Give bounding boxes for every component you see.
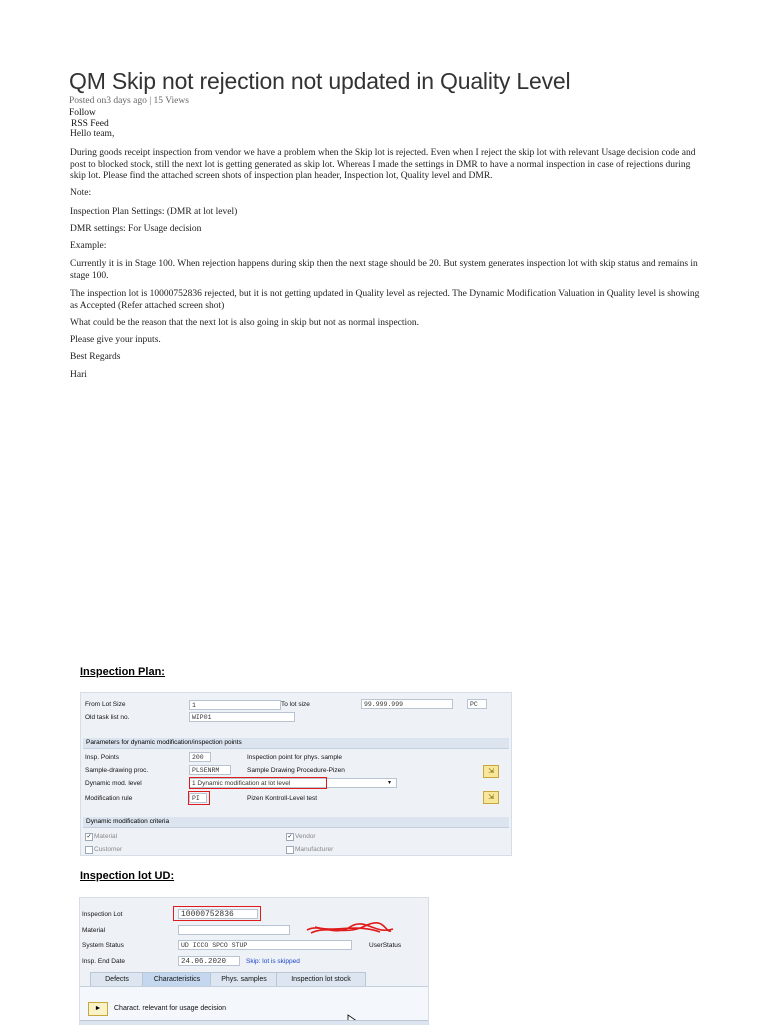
dyn-level-select[interactable]: 1 Dynamic modification at lot level bbox=[189, 778, 397, 788]
closing: Best Regards bbox=[70, 352, 121, 362]
mod-rule-desc: Pizen Kontroll-Level test bbox=[247, 795, 318, 802]
criteria-vendor: Vendor bbox=[295, 833, 316, 840]
criteria-group-header: Dynamic modification criteria bbox=[83, 817, 509, 828]
system-status-label: System Status bbox=[82, 942, 124, 949]
from-lot-label: From Lot Size bbox=[85, 701, 126, 708]
inspection-lot-heading: Inspection lot UD: bbox=[80, 870, 175, 882]
dropdown-arrow-icon[interactable]: ▾ bbox=[388, 780, 392, 786]
user-status-label: UserStatus bbox=[369, 942, 402, 949]
highlight-dyn-level bbox=[189, 777, 327, 789]
checkbox-icon[interactable]: ✓ bbox=[86, 834, 92, 840]
inspection-lot-screenshot bbox=[79, 897, 429, 1025]
post-title: QM Skip not rejection not updated in Quality Level bbox=[69, 68, 571, 94]
to-lot-label: To lot size bbox=[281, 701, 310, 708]
example-label: Example: bbox=[70, 241, 107, 251]
rss-feed-link[interactable]: RSS Feed bbox=[71, 119, 109, 129]
checkbox-icon[interactable]: ✓ bbox=[287, 834, 293, 840]
system-status-field: UD ICCO SPCO STUP bbox=[178, 940, 352, 950]
plan-settings-text: Inspection Plan Settings: (DMR at lot level) bbox=[70, 207, 238, 217]
sample-proc-label: Sample-drawing proc. bbox=[85, 767, 149, 774]
material-field[interactable] bbox=[178, 925, 290, 935]
lot-rejected-paragraph: The inspection lot is 10000752836 rejected, but it is not getting updated in Quality level as rejected. The Dynamic Modification Valuation in Quality level is showing as Accepted (Refer attached screen shot) bbox=[70, 289, 700, 311]
old-task-field[interactable]: WIP01 bbox=[189, 712, 295, 722]
lot-label: Inspection Lot bbox=[82, 911, 123, 918]
dmr-settings-text: DMR settings: For Usage decision bbox=[70, 224, 202, 234]
choose-value-icon[interactable]: ⇲ bbox=[483, 765, 499, 778]
material-label: Material bbox=[82, 927, 106, 934]
execute-arrow-icon[interactable]: ► bbox=[88, 1002, 108, 1016]
choose-value-icon[interactable]: ⇲ bbox=[483, 791, 499, 804]
tab-phys-samples[interactable]: Phys. samples bbox=[210, 972, 278, 987]
mod-rule-field[interactable]: PI bbox=[189, 793, 207, 803]
example-paragraph: Currently it is in Stage 100. When rejection happens during skip then the next stage should be 20. But system generates inspection lot with skip status and remains in stage 100. bbox=[70, 259, 698, 281]
follow-link[interactable]: Follow bbox=[69, 108, 96, 118]
criteria-customer: Customer bbox=[94, 846, 123, 853]
sample-proc-field[interactable]: PLSENRM bbox=[189, 765, 231, 775]
criteria-material: Material bbox=[94, 833, 118, 840]
sample-proc-desc: Sample Drawing Procedure-Pizen bbox=[247, 767, 345, 774]
lot-field[interactable]: 10000752836 bbox=[178, 909, 258, 919]
insp-points-label: Insp. Points bbox=[85, 754, 119, 761]
insp-points-desc: Inspection point for phys. sample bbox=[247, 754, 343, 761]
insp-points-field[interactable]: 200 bbox=[189, 752, 211, 762]
unit-field[interactable]: PC bbox=[467, 699, 487, 709]
greeting: Hello team, bbox=[70, 129, 115, 139]
old-task-label: Old task list no. bbox=[85, 714, 130, 721]
grid-header-strip bbox=[80, 1020, 428, 1025]
criteria-manufacturer: Manufacturer bbox=[295, 846, 334, 853]
inspection-plan-screenshot bbox=[80, 692, 512, 856]
end-date-field[interactable]: 24.06.2020 bbox=[178, 956, 240, 966]
checkbox-icon[interactable] bbox=[85, 846, 93, 854]
tab-characteristics[interactable]: Characteristics bbox=[142, 972, 212, 987]
skip-status-text: Skip: lot is skipped bbox=[246, 958, 300, 965]
question-paragraph: What could be the reason that the next lot is also going in skip but not as normal inspection. bbox=[70, 318, 420, 328]
from-lot-field[interactable]: 1 bbox=[189, 700, 281, 710]
dyn-level-label: Dynamic mod. level bbox=[85, 780, 142, 787]
redaction-scribble bbox=[305, 921, 395, 939]
tab-defects[interactable]: Defects bbox=[90, 972, 144, 987]
note-label: Note: bbox=[70, 188, 92, 198]
to-lot-field[interactable]: 99.999.999 bbox=[361, 699, 453, 709]
mod-rule-label: Modification rule bbox=[85, 795, 133, 802]
params-group-header: Parameters for dynamic modification/inspection points bbox=[83, 738, 509, 749]
highlight-mod-rule bbox=[188, 791, 210, 805]
inputs-request: Please give your inputs. bbox=[70, 335, 161, 345]
end-date-label: Insp. End Date bbox=[82, 958, 125, 965]
post-meta: Posted on3 days ago | 15 Views bbox=[69, 96, 189, 106]
highlight-lot bbox=[173, 906, 261, 921]
inspection-plan-heading: Inspection Plan: bbox=[80, 666, 165, 678]
problem-paragraph: During goods receipt inspection from vendor we have a problem when the Skip lot is rejected. Even when I reject the skip lot with relevant Usage decision code and post to blocked stock, still the next lot is getting generated as skip lot. Whereas I made the settings in DMR to have a normal inspection in case of rejections during skip lot. Please find the attached screen shots of inspection plan header, Inspection lot, Quality level and DMR. bbox=[70, 148, 696, 181]
checkbox-icon[interactable] bbox=[286, 846, 294, 854]
charact-relevant-text: Charact. relevant for usage decision bbox=[114, 1005, 227, 1012]
signature: Hari bbox=[70, 370, 87, 380]
tab-inspection-lot-stock[interactable]: Inspection lot stock bbox=[276, 972, 366, 987]
